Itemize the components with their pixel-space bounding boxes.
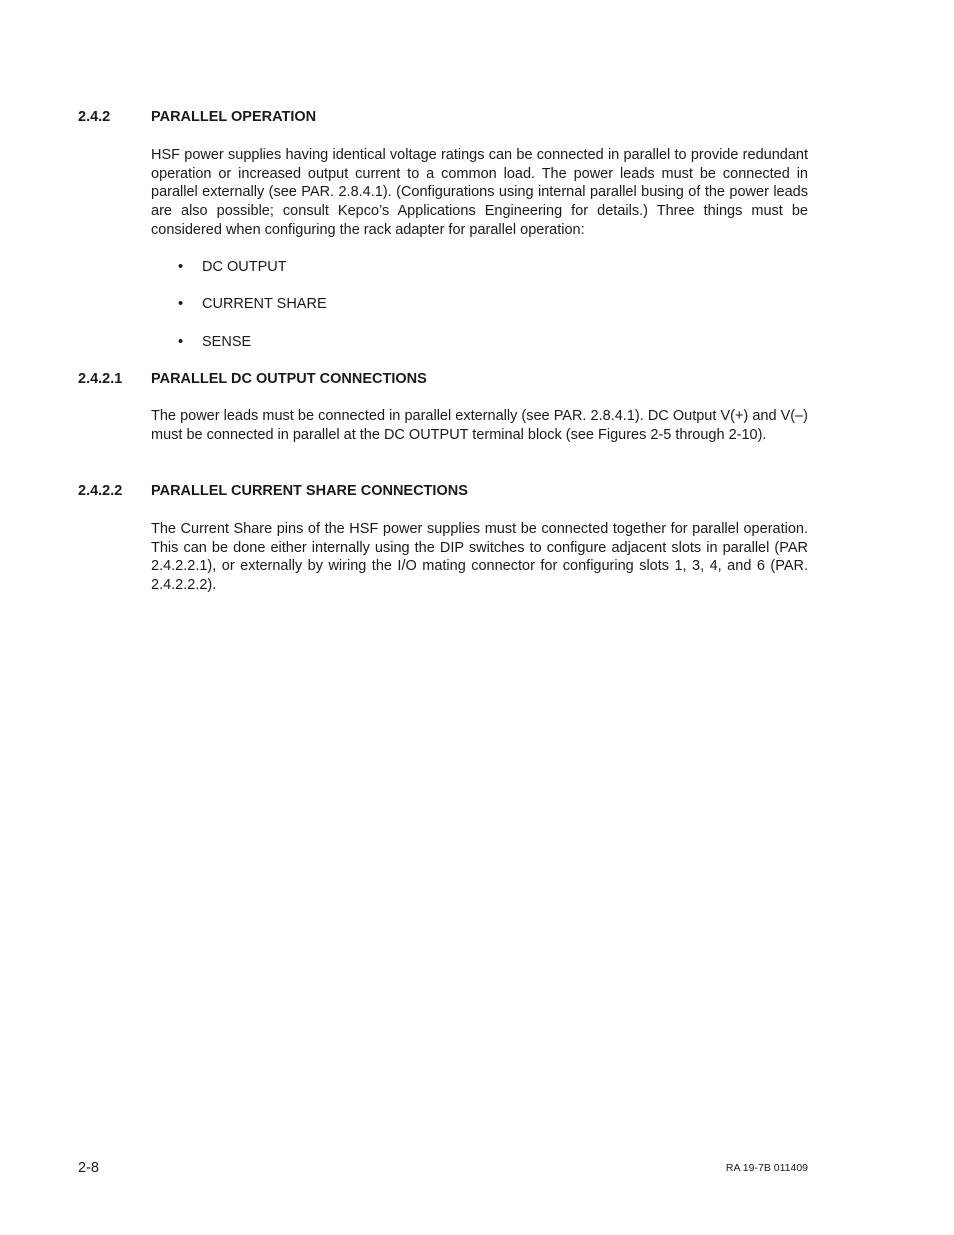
section-paragraph: HSF power supplies having identical voltage ratings can be connected in parallel to provide redundant operation or increased output current to a common load. The power leads must be connected in parallel externally (see PAR. 2.8.4.1). (Configurations using internal parallel busing of the power leads are also possible; consult Kepco’s Applications Engineering for details.) Three things must be considered when configuring the rack adapter for parallel operation: [151, 147, 808, 238]
section-number: 2.4.2.2 [78, 483, 123, 499]
section-title: PARALLEL OPERATION [151, 109, 317, 125]
page-number: 2-8 [78, 1160, 99, 1176]
bullet-item [178, 258, 287, 276]
document-id: RA 19-7B 011409 [725, 1162, 808, 1174]
bullet-label: SENSE [202, 334, 252, 350]
bullet-item [178, 333, 251, 351]
section-number: 2.4.2.1 [78, 371, 123, 387]
section-heading-2-4-2-1 [78, 370, 427, 388]
bullet-glyph: • [178, 259, 184, 275]
section-title: PARALLEL DC OUTPUT CONNECTIONS [151, 371, 427, 387]
bullet-glyph: • [178, 334, 184, 350]
section-paragraph: The Current Share pins of the HSF power supplies must be connected together for parallel operation. This can be done either internally using the DIP switches to configure adjacent slots in parallel (PAR 2.4.2.2.1), or externally by wiring the I/O mating connector for configuring slots 1, 3, 4, and 6 (PAR. 2.4.2.2.2). [151, 521, 808, 594]
bullet-label: CURRENT SHARE [202, 296, 327, 312]
section-heading-2-4-2-2 [78, 482, 468, 500]
bullet-item [178, 295, 327, 313]
section-heading-2-4-2 [78, 108, 316, 126]
section-paragraph: The power leads must be connected in parallel externally (see PAR. 2.8.4.1). DC Output V(+) and V(–) must be connected in parallel at the DC OUTPUT terminal block (see Figures 2-5 through 2-10). [151, 408, 808, 443]
bullet-label: DC OUTPUT [202, 259, 287, 275]
section-title: PARALLEL CURRENT SHARE CONNECTIONS [151, 483, 468, 499]
bullet-glyph: • [178, 296, 184, 312]
section-number: 2.4.2 [78, 109, 111, 125]
